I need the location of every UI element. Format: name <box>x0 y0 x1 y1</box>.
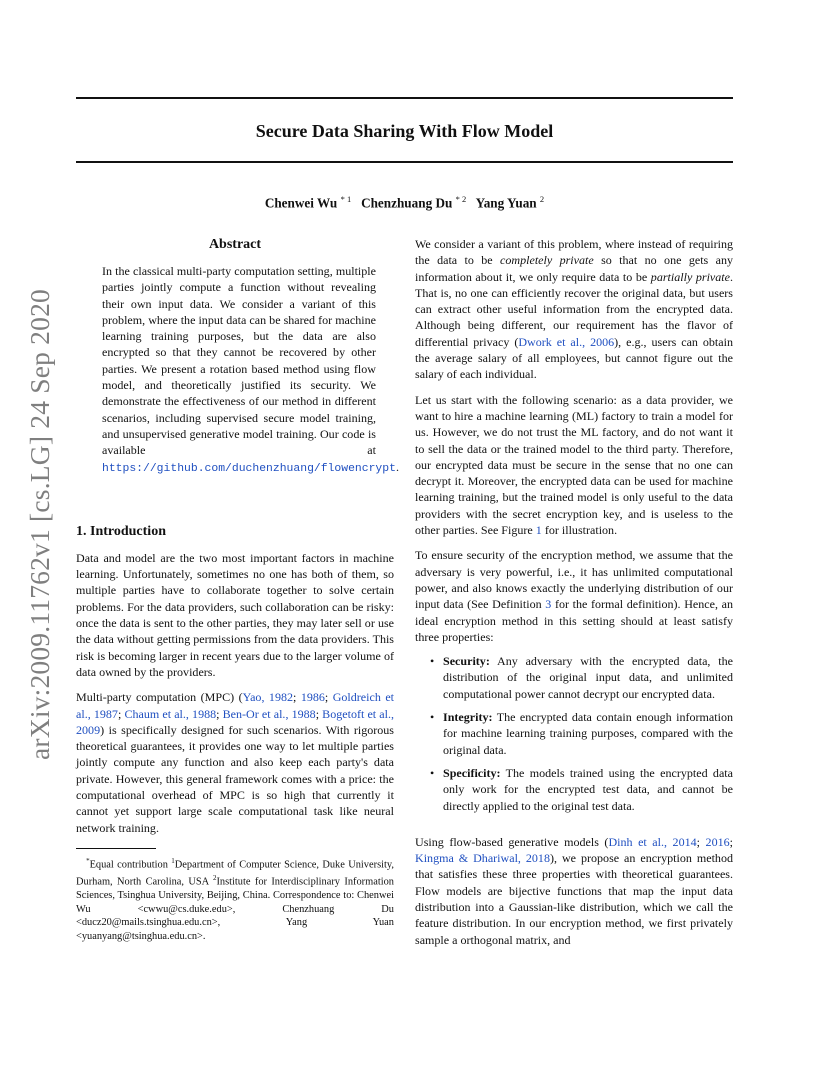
list-item-label: Integrity: <box>443 710 493 725</box>
author-affiliation: * 1 <box>340 194 352 204</box>
right-paragraph-3 <box>415 547 733 645</box>
footnote-rule <box>76 848 156 849</box>
citation-link[interactable]: 2016 <box>705 834 730 849</box>
abstract-end: . <box>395 459 399 474</box>
text-run: ; <box>117 706 125 721</box>
text-run: ; <box>729 834 733 849</box>
right-paragraph-1 <box>415 236 733 383</box>
right-column <box>415 236 733 948</box>
text-run: for the formal definition). Hence, an ideal encryption method in this setting should at least satisfy three properties: <box>415 597 733 644</box>
bullet-icon: • <box>430 710 435 725</box>
citation-link[interactable]: Goldreich et al., 1987 <box>76 690 395 721</box>
citation-link[interactable]: Chaum et al., 1988 <box>124 706 217 721</box>
text-run: Multi-party computation (MPC) ( <box>76 690 243 705</box>
list-item <box>415 709 733 758</box>
intro-paragraph-1: Data and model are the two most important factors in machine learning. Unfortunately, sometimes no one has both of them, so multiple parties have to collaborate together to solve certain problems. For the data providers, such collaboration can be risky: once the data is sent to the other parties, they may later sell or use the data without getting permissions from the data providers. This risk is becoming larger in recent years due to the larger volume of data owned by the providers. <box>76 550 394 679</box>
list-item <box>415 765 733 814</box>
abstract-heading: Abstract <box>208 237 262 252</box>
text-run: Using flow-based generative models ( <box>415 834 609 849</box>
title-rule-top <box>76 97 733 99</box>
author-affiliation: 2 <box>539 194 545 204</box>
code-link[interactable]: https://github.com/duchenzhuang/flowencrypt <box>102 462 396 475</box>
property-list <box>415 653 733 814</box>
bullet-icon: • <box>430 765 435 780</box>
bullet-icon: • <box>430 654 435 669</box>
text-run: Equal contribution <box>89 859 172 871</box>
emphasis: completely private <box>500 253 594 268</box>
list-item <box>415 653 733 702</box>
text-run: ; <box>293 690 301 705</box>
list-item-text: Any adversary with the encrypted data, the distribution of the original input data, and unlimited computational power cannot decrypt our encrypted data. <box>443 654 733 701</box>
intro-paragraph-2 <box>76 689 394 836</box>
text-run: ; <box>324 690 333 705</box>
citation-link[interactable]: 1986 <box>300 690 325 705</box>
abstract-body <box>102 263 399 477</box>
author-line <box>76 191 733 211</box>
emphasis: partially private <box>650 269 730 284</box>
text-run: ; <box>315 706 323 721</box>
citation-link[interactable]: Dinh et al., 2014 <box>608 834 697 849</box>
author-name: Yang Yuan <box>475 195 537 211</box>
paper-title: Secure Data Sharing With Flow Model <box>255 121 554 141</box>
text-run: Institute for Interdisciplinary Information Sciences, Tsinghua University, Beijing, China. Correspondence to: Chenwei Wu <cwwu@cs.duke.edu>, Chenzhuang Du <ducz20@mails.tsinghua.edu.cn>, Yang Yuan <yuanyang@tsinghua.edu.cn>. <box>76 876 394 942</box>
right-paragraph-2 <box>415 392 733 539</box>
author-name: Chenwei Wu <box>264 195 338 211</box>
citation-link[interactable]: Yao, 1982 <box>242 690 294 705</box>
text-run: ) is specifically designed for such scenarios. With rigorous theoretical guarantees, it provides one way to let multiple parties jointly compute any function and also keep each party's data private. However, this general framework comes with a price: the computational overhead of MPC is so high that currently it cannot yet support large scale computational task like neural network training. <box>76 722 394 835</box>
author-name: Chenzhuang Du <box>361 195 453 211</box>
text-run: so that no one gets any information about it, we only require data to be <box>415 253 733 284</box>
list-item-text: The encrypted data contain enough information for machine learning training purposes, compared with the original data. <box>443 710 733 757</box>
list-item-label: Security: <box>443 654 490 669</box>
text-run: . That is, no one can efficiently recover the original data, but users can extract other useful information from the encrypted data. Although being different, our requirement has the flavor of differential privacy ( <box>415 269 733 349</box>
definition-ref-link[interactable]: 3 <box>545 597 552 612</box>
title-rule-bottom <box>76 161 733 163</box>
text-run: for illustration. <box>541 523 618 538</box>
author-affiliation: * 2 <box>455 194 467 204</box>
text-run: ; <box>216 706 223 721</box>
left-column <box>76 236 399 943</box>
abstract-paragraph <box>102 263 399 477</box>
text-run: ), we propose an encryption method that satisfies these three properties with theoretical guarantees. Flow models are bijective functions that map the input data distribution into a Gaussian-like distribution, which we call the feature distribution. In our encryption method, we first privately sample a orthogonal matrix, and <box>415 851 733 947</box>
footnote <box>76 855 394 944</box>
citation-link[interactable]: Kingma & Dhariwal, 2018 <box>415 851 550 866</box>
text-run: We consider a variant of this problem, where instead of requiring the data to be <box>415 237 733 268</box>
text-run: ; <box>696 834 706 849</box>
citation-link[interactable]: Ben-Or et al., 1988 <box>222 706 316 721</box>
text-run: To ensure security of the encryption method, we assume that the adversary is very powerful, i.e., it has unlimited computational power, and also knows exactly the underlying distribution of our input data (See Definition <box>415 548 733 612</box>
text-run: Department of Computer Science, Duke University, Durham, North Carolina, USA <box>76 859 395 888</box>
right-paragraph-4 <box>415 834 733 948</box>
figure-ref-link[interactable]: 1 <box>535 523 542 538</box>
footnote-text: *Equal contribution $^1$Department of Computer Science, Duke University, Durham, North Carolina, USA $^2$Institute for Interdisciplinary Information Sciences, Tsinghua University, Beijing, China. Correspondence to: Chenwei Wu <cwwu@cs.duke.edu>, Chenzhuang Du <ducz20@mails.tsinghua.edu.cn>, Yang Yuan <yuanyang@tsinghua.edu.cn>. <box>76 856 395 942</box>
arxiv-identifier: arXiv:2009.11762v1 [cs.LG] 24 Sep 2020 <box>24 289 55 760</box>
list-item-label: Specificity: <box>443 765 501 780</box>
citation-link[interactable]: Dwork et al., 2006 <box>518 334 615 349</box>
text-run: ), e.g., users can obtain the average salary of all employees, but cannot figure out the salary of each individual. <box>415 334 733 382</box>
abstract-text: In the classical multi-party computation setting, multiple parties jointly compute a function without revealing their own input data. We consider a variant of this problem, where the input data can be shared for machine learning training purposes, but the data are also encrypted so that they cannot be recovered by other parties. We present a rotation based method using flow model, and theoretically justified its security. We demonstrate the effectiveness of our method in different scenarios, including supervised secure model training, and unsupervised generative model training. Our code is available at <box>102 264 376 458</box>
section-heading-introduction: 1. Introduction <box>76 523 166 539</box>
list-item-text: The models trained using the encrypted data only work for the encrypted test data, and cannot be directly applied to the original test data. <box>443 765 733 813</box>
citation-link[interactable]: Bogetoft et al., 2009 <box>76 706 395 737</box>
text-run: Let us start with the following scenario: as a data provider, we want to hire a machine learning (ML) factory to train a model for us. However, we do not trust the ML factory, and do not want it to sell the data or the trained model to the third party. Therefore, our encrypted data must be secure in the sense that no one can decrypt it. Moreover, the encrypted data can be used for machine learning training, but the trained model is only useful to the data providers with the secret encryption key, and is useless to the other parties. See Figure <box>415 392 733 538</box>
